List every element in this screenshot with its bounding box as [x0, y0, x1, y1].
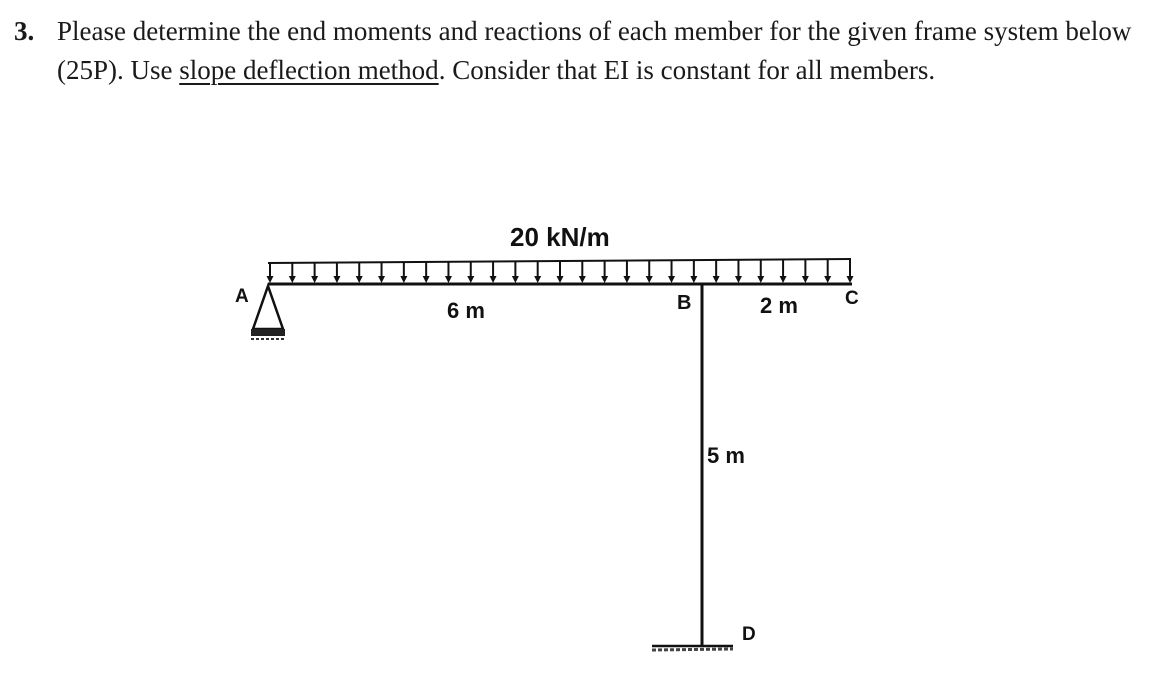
pin-support-a: [251, 286, 285, 339]
question-text-before: Please determine the end moments and reactions of each member for the given frame system below (25P). Use: [57, 16, 1132, 85]
node-b-label: B: [677, 292, 692, 314]
question-text-after: . Consider that EI is constant for all members.: [438, 54, 936, 85]
load-arrow-head: [267, 276, 274, 283]
node-d-label: D: [742, 624, 756, 645]
fixed-support-d: [652, 646, 733, 650]
load-arrow-head: [757, 276, 764, 283]
load-arrow-head: [824, 276, 831, 283]
load-arrow-head: [534, 276, 541, 283]
load-arrow-head: [356, 276, 363, 283]
load-arrow-head: [847, 276, 854, 283]
load-arrow-head: [802, 276, 809, 283]
load-arrow-head: [668, 276, 675, 283]
load-arrow-head: [400, 276, 407, 283]
span-bc-label: 2 m: [760, 293, 798, 318]
height-bd-label: 5 m: [707, 443, 745, 468]
load-arrow-head: [490, 276, 497, 283]
load-arrow-head: [579, 276, 586, 283]
load-arrow-head: [423, 276, 430, 283]
load-arrow-head: [601, 276, 608, 283]
method-name: slope deflection method: [179, 54, 439, 85]
load-arrow-head: [378, 276, 385, 283]
node-c-label: C: [845, 288, 859, 309]
load-arrow-head: [333, 276, 340, 283]
question-number: 3.: [14, 16, 35, 46]
load-arrow-head: [467, 276, 474, 283]
load-arrow-head: [311, 276, 318, 283]
load-arrow-head: [780, 276, 787, 283]
load-arrow-head: [713, 276, 720, 283]
span-ab-label: 6 m: [447, 298, 485, 323]
load-label: 20 kN/m: [510, 222, 610, 252]
load-arrow-head: [445, 276, 452, 283]
load-arrow-head: [646, 276, 653, 283]
load-arrow-head: [289, 276, 296, 283]
node-a-label: A: [235, 286, 249, 307]
load-arrow-head: [512, 276, 519, 283]
load-arrow-head: [690, 276, 697, 283]
load-arrow-head: [557, 276, 564, 283]
load-arrow-head: [735, 276, 742, 283]
load-arrow-head: [623, 276, 630, 283]
